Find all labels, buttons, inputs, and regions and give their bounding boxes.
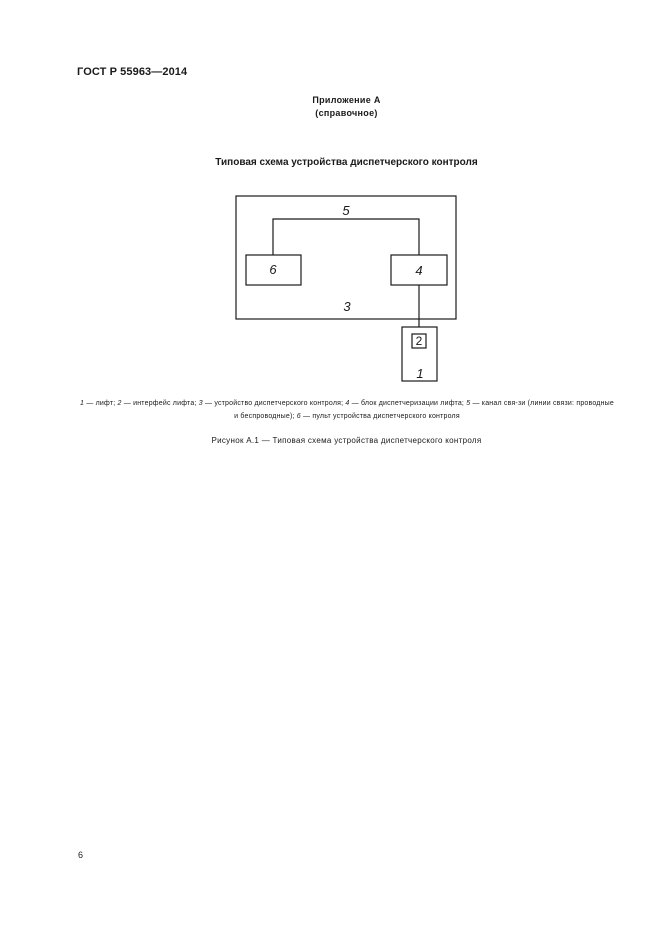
legend-text: — пульт устройства диспетчерского контроля — [300, 413, 460, 420]
section-title: Типовая схема устройства диспетчерского контроля — [215, 157, 478, 168]
appendix-title: Приложение А — [312, 95, 381, 105]
legend-num: 5 — [466, 400, 471, 407]
legend-text: — канал свя-зи (линии связи: проводные и беспроводные); — [234, 400, 614, 420]
label-channel: 5 — [342, 203, 350, 218]
label-console: 6 — [269, 262, 277, 277]
channel-line — [273, 219, 419, 255]
legend-num: 2 — [117, 400, 122, 407]
legend-text: — интерфейс лифта; — [121, 400, 199, 407]
figure-caption: Рисунок А.1 — Типовая схема устройства диспетчерского контроля — [211, 436, 482, 445]
legend-num: 6 — [296, 413, 301, 420]
legend-text: — лифт; — [84, 400, 118, 407]
label-lift: 1 — [416, 366, 424, 381]
legend-num: 3 — [198, 400, 203, 407]
label-interface: 2 — [415, 334, 423, 348]
legend-num: 1 — [80, 400, 85, 407]
label-control-device: 3 — [343, 299, 351, 314]
legend-text: — устройство диспетчерского контроля; — [202, 400, 346, 407]
figure-legend — [77, 397, 617, 423]
document-code: ГОСТ Р 55963—2014 — [77, 66, 188, 78]
page-number: 6 — [78, 850, 84, 860]
appendix-subtitle: (справочное) — [315, 108, 378, 118]
label-dispatch-block: 4 — [415, 263, 423, 278]
legend-text: — блок диспетчеризации лифта; — [349, 400, 467, 407]
legend-num: 4 — [345, 400, 350, 407]
